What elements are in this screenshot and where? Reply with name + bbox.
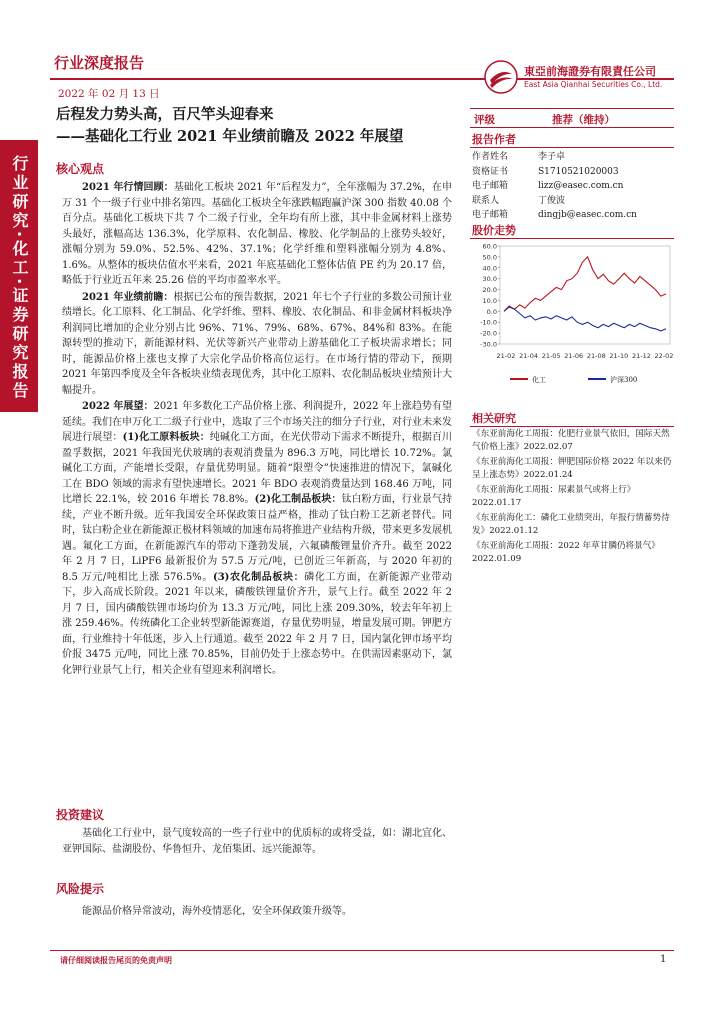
analyst-row	[472, 150, 672, 165]
paragraph-review	[62, 180, 452, 289]
paragraph-text: 磷化工方面，在新能源产业带动下，步入高成长阶段。2021 年以来，磷酸铁锂量价齐升，景气上行。截至 2022 年 2 月 7 日，国内磷酸铁锂市场均价为 13.3 万元/吨，同比上涨 209.30%，较去年年初上涨 259.46%。传统磷化工企业转型新能源赛道，存量优势明显，增量发展可期。钾肥方面，行业维持十年低迷，步入上行通道。截至 2022 年 2 月 7 日，国内氯化钾市场平均价报 3475 元/吨，同比上涨 70.85%，目前仍处于上涨态势中。在供需因素驱动下，氯化钾行业景气上行，相关企业有望迎来利润增长。	[62, 571, 453, 676]
legend-label-chem: 化工	[532, 376, 546, 384]
analyst-key: 资格证书	[472, 166, 509, 177]
y-tick-label: 20.0	[482, 286, 497, 295]
section-core-view: 核心观点	[56, 162, 105, 176]
x-tick-label: 21-10	[609, 352, 629, 360]
y-tick-label: -10.0	[480, 318, 497, 327]
footer-rule	[50, 950, 674, 951]
rating-value: 推荐（维持）	[552, 114, 615, 126]
page-title	[56, 104, 456, 148]
series-line-0	[504, 257, 666, 311]
subsector-label: (3)农化制品板块：	[212, 571, 305, 583]
legend-swatch-chem	[510, 378, 528, 380]
paragraph-text: 纯碱化工方面，在光伏带动下需求不断提升，根据百川盈孚数据，2021 年我国光伏玻璃的表观消费量为 896.3 万吨，同比增长 10.72%。氯碱化工方面，产能增长受限，存量优势明显。随着“限塑令”快速推进的情况下，氯碱化工在 BDO 领域的需求有望快速增长。2021 年 BDO 表观消费量达到 168.46 万吨，同比增长 22.1%，较 2016 年增长 78.8%。	[62, 432, 453, 505]
core-view-body	[62, 180, 452, 679]
footer-disclaimer: 请仔细阅读报告尾页的免责声明	[60, 956, 172, 965]
x-tick-label: 21-08	[586, 352, 606, 360]
y-tick-label: -20.0	[480, 329, 497, 338]
analyst-row	[472, 165, 672, 180]
analyst-key: 电子邮箱	[472, 210, 509, 220]
related-item[interactable]: 《东亚前海化工周报：化肥行业景气依旧，国际天然气价格上涨》2022.02.07	[472, 429, 670, 452]
paragraph-text: 根据已公布的预告数据，2021 年七个子行业的多数公司预计业绩增长。化工原料、化工制品、化学纤维、塑料、橡胶、农化制品、和非金属材料板块净利润同比增加的企业分别占比 96%、71%、79%、68%、67%、84%和 83%。在能源转型的推动下，新能源材料、光伏等新兴产业带动上游基础化工子板块需求增长；同时，能源品价格上涨也支撑了大宗化学品价格高位运行。在市场行情的带动下，预期 2021 年第四季度及全年各板块业绩表现优秀，其中化工原料、农化制品板块业绩预计大幅提升。	[62, 291, 452, 396]
x-tick-label: 21-05	[541, 352, 561, 360]
y-tick-label: 40.0	[482, 264, 497, 273]
logo-mark-icon	[484, 60, 518, 94]
section-investment: 投资建议	[56, 808, 105, 822]
analyst-row	[472, 194, 672, 209]
paragraph-label: 2021 年业绩前瞻：	[82, 291, 174, 303]
x-tick-label: 21-06	[564, 352, 584, 360]
analyst-value: 李子卓	[538, 152, 566, 162]
section-risk: 风险提示	[56, 882, 105, 896]
y-tick-label: 60.0	[482, 242, 497, 251]
rating-label: 评级	[474, 114, 495, 126]
y-tick-label: -30.0	[480, 340, 497, 349]
logo-name-en: East Asia Qianhai Securities Co., Ltd.	[524, 80, 663, 89]
paragraph-label: 2021 年行情回顾：	[82, 182, 174, 193]
legend-swatch-hs300	[588, 378, 606, 380]
y-tick-label: 10.0	[482, 296, 497, 305]
chart-rule	[470, 238, 674, 239]
analyst-key: 作者姓名	[472, 152, 509, 162]
related-list	[472, 428, 674, 568]
analysts-rule	[470, 147, 674, 148]
chart-plot-frame	[500, 246, 670, 344]
paragraph-outlook	[62, 399, 452, 678]
title-line-1: 后程发力势头高，百尺竿头迎春来	[56, 106, 274, 123]
company-logo	[484, 58, 684, 98]
related-item[interactable]: 《东亚前海化工周报：钾肥国际价格 2022 年以来仍呈上涨态势》2022.01.24	[472, 457, 672, 480]
x-tick-label: 22-02	[654, 352, 674, 360]
chart-legend	[470, 372, 674, 386]
analyst-key: 联系人	[472, 195, 500, 206]
price-chart	[470, 240, 680, 366]
analysts-heading: 报告作者	[472, 133, 516, 146]
analyst-value: 丁俊波	[538, 195, 566, 206]
series-line-1	[504, 307, 666, 331]
legend-label-hs300: 沪深300	[610, 376, 638, 384]
y-tick-label: 0.0	[486, 307, 497, 316]
paragraph-forecast	[62, 290, 452, 399]
paragraph-text: 钛白粉方面，行业景气持续，产业不断升级。近年我国安全环保政策日益严格，推动了钛白粉工艺新老替代。同时，钛白粉企业在新能源正极材料领域的加速布局将推进产业结构升级，带来更多发展机遇。氟化工方面，在新能源汽车的带动下蓬勃发展，六氟磷酸锂量价齐升。截至 2022 年 2 月 7 日，LiPF6 最新报价为 57.5 万元/吨，已创近三年新高，与 2020 年初的 8.5 万元/吨相比上涨 576.5%。	[62, 494, 453, 583]
analyst-value: S1710521020003	[538, 166, 619, 177]
analyst-value: lizz@easec.com.cn	[538, 181, 624, 191]
paragraph-label: 2022 年展望：	[82, 401, 154, 412]
x-tick-label: 21-02	[496, 352, 516, 360]
analyst-row	[472, 208, 672, 223]
paragraph-text: 基础化工板块 2021 年“后程发力”，全年涨幅为 37.2%，在申万 31 个一级子行业中排名第四。基础化工板块全年涨跌幅跑赢沪深 300 指数 40.08 个百分点。基础化工板块下共 7 个二级子行业，全年均有所上涨，其中非金属材料上涨势头最好，涨幅高达 136.3%，化学原料、农化制品、橡胶、化学制品的上涨势头较好，涨幅分别为 59.0%、52.5%、42%、37.1%；化学纤维和塑料涨幅分别为 4.8%、1.6%。从整体的板块估值水平来看，2021 年底基础化工整体估值 PE 约为 20.17 倍，略低于行业近五年来 25.26 倍的平均市盈率水平。	[62, 182, 452, 286]
related-rule	[470, 426, 674, 427]
report-type: 行业深度报告	[54, 54, 145, 72]
related-item[interactable]: 《东亚前海化工：磷化工业绩突出，年报行情蓄势待发》2022.01.12	[472, 513, 670, 536]
chart-heading: 股价走势	[472, 224, 516, 237]
page-number: 1	[660, 954, 667, 965]
title-line-2: ——基础化工行业 2021 年业绩前瞻及 2022 年展望	[56, 128, 404, 145]
investment-body	[62, 826, 452, 858]
analyst-row	[472, 179, 672, 194]
y-tick-label: 30.0	[482, 275, 497, 284]
related-item[interactable]: 《东亚前海化工周报：2022 年草甘膦仍将景气》2022.01.09	[472, 541, 660, 564]
paragraph-text: 2021 年多数化工产品价格上涨、利润提升，2022 年上涨趋势有望延续。我们在申万化工二级子行业中，选取了三个市场关注的细分子行业，对行业未来发展进行展望：	[62, 401, 452, 443]
x-tick-label: 21-12	[631, 352, 651, 360]
x-tick-label: 21-04	[519, 352, 539, 360]
y-tick-label: 50.0	[482, 253, 497, 262]
related-item[interactable]: 《东亚前海化工周报：尿素景气或将上行》2022.01.17	[472, 485, 636, 508]
risk-body	[62, 904, 452, 921]
risk-text: 能源品价格异常波动，海外疫情恶化，安全环保政策升级等。	[82, 906, 352, 917]
analyst-list	[472, 150, 672, 223]
analyst-key: 电子邮箱	[472, 181, 509, 191]
subsector-label: (1)化工原料板块：	[122, 432, 210, 443]
report-date: 2022 年 02 月 13 日	[58, 88, 160, 100]
logo-name-cn: 東亞前海證券有限責任公司	[524, 65, 656, 78]
rating-row	[470, 108, 674, 128]
analyst-value: dingjb@easec.com.cn	[538, 210, 637, 220]
subsector-label: (2)化工制品板块：	[254, 494, 342, 505]
related-heading: 相关研究	[472, 412, 516, 425]
side-banner: 行业研究·化工·证券研究报告	[0, 140, 38, 412]
investment-text: 基础化工行业中，景气度较高的一些子行业中的优质标的或将受益，如：湖北宜化、亚钾国际、盐湖股份、华鲁恒升、龙佰集团、远兴能源等。	[62, 828, 452, 855]
